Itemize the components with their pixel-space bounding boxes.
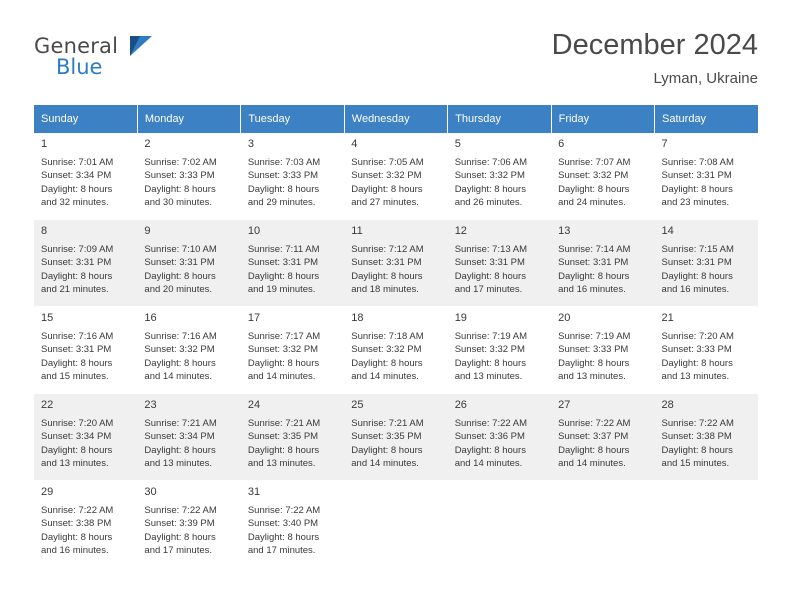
sunrise-text: Sunrise: 7:22 AM: [144, 505, 217, 516]
day-number: 7: [661, 138, 668, 150]
day-cell: [34, 133, 137, 220]
day-cell: [448, 394, 551, 481]
day-cell: [655, 307, 758, 394]
sunrise-text: Sunrise: 7:22 AM: [558, 418, 631, 429]
day-number: 28: [661, 399, 674, 411]
day-cell: [344, 133, 447, 220]
weekday-header-monday: Monday: [137, 105, 240, 133]
day-cell: [241, 394, 344, 481]
day-cell: [551, 133, 654, 220]
sunrise-text: Sunrise: 7:14 AM: [558, 244, 631, 255]
sunrise-text: Sunrise: 7:16 AM: [41, 331, 114, 342]
sunrise-text: Sunrise: 7:13 AM: [454, 244, 528, 255]
sunrise-text: Sunrise: 7:06 AM: [454, 157, 528, 168]
day-cell: [137, 220, 240, 307]
sunset-text: Sunset: 3:38 PM: [41, 518, 112, 530]
daylight-text-line1: Daylight: 8 hours: [351, 357, 423, 369]
daylight-text-line2: and 16 minutes.: [558, 284, 626, 296]
day-cell: [344, 307, 447, 394]
sunset-text: Sunset: 3:31 PM: [661, 170, 732, 182]
daylight-text-line1: Daylight: 8 hours: [144, 531, 216, 543]
daylight-text-line2: and 13 minutes.: [144, 458, 213, 470]
day-number: 24: [247, 399, 261, 411]
daylight-text-line2: and 13 minutes.: [661, 371, 730, 383]
day-cell: [34, 307, 137, 394]
day-cell-empty: [655, 481, 758, 568]
daylight-text-line2: and 29 minutes.: [247, 197, 316, 209]
day-number: 21: [661, 312, 674, 324]
day-cell: [34, 394, 137, 481]
daylight-text-line1: Daylight: 8 hours: [454, 270, 526, 282]
daylight-text-line2: and 14 minutes.: [144, 371, 213, 383]
day-cell: [34, 220, 137, 307]
sunset-text: Sunset: 3:32 PM: [247, 344, 319, 356]
sunrise-text: Sunrise: 7:22 AM: [454, 418, 528, 429]
day-cell: [137, 133, 240, 220]
sunset-text: Sunset: 3:31 PM: [661, 257, 732, 269]
day-cell: [241, 481, 344, 568]
daylight-text-line2: and 13 minutes.: [454, 371, 523, 383]
day-number: 9: [144, 225, 151, 237]
sunset-text: Sunset: 3:33 PM: [247, 170, 319, 182]
day-number: 5: [454, 138, 461, 150]
daylight-text-line1: Daylight: 8 hours: [144, 444, 216, 456]
weekday-header-sunday: Sunday: [34, 105, 137, 133]
sunrise-text: Sunrise: 7:07 AM: [558, 157, 631, 168]
daylight-text-line1: Daylight: 8 hours: [558, 270, 630, 282]
day-cell: [241, 220, 344, 307]
day-number: 29: [41, 486, 54, 498]
sunset-text: Sunset: 3:31 PM: [144, 257, 215, 269]
day-number: 11: [351, 225, 363, 237]
daylight-text-line1: Daylight: 8 hours: [661, 270, 733, 282]
weekday-header-thursday: Thursday: [448, 105, 551, 133]
sunrise-text: Sunrise: 7:09 AM: [41, 244, 114, 255]
day-cell: [344, 394, 447, 481]
day-number: 18: [351, 312, 364, 324]
daylight-text-line1: Daylight: 8 hours: [41, 183, 113, 195]
day-number: 1: [41, 138, 48, 150]
daylight-text-line2: and 13 minutes.: [247, 458, 316, 470]
sunrise-text: Sunrise: 7:21 AM: [144, 418, 217, 429]
daylight-text-line1: Daylight: 8 hours: [351, 270, 423, 282]
generalblue-logo: [34, 34, 234, 92]
daylight-text-line1: Daylight: 8 hours: [247, 531, 320, 543]
daylight-text-line1: Daylight: 8 hours: [558, 183, 630, 195]
day-number: 22: [41, 399, 54, 411]
daylight-text-line1: Daylight: 8 hours: [454, 183, 526, 195]
day-number: 25: [351, 399, 364, 411]
daylight-text-line2: and 16 minutes.: [41, 545, 109, 557]
day-cell: [137, 307, 240, 394]
day-cell-empty: [551, 481, 654, 568]
day-number: 8: [41, 225, 48, 237]
calendar-week-row: [34, 394, 758, 481]
sunset-text: Sunset: 3:34 PM: [41, 431, 112, 443]
sunrise-text: Sunrise: 7:18 AM: [351, 331, 424, 342]
location-subtitle: Lyman, Ukraine: [653, 70, 758, 87]
day-cell: [241, 133, 344, 220]
sunset-text: Sunset: 3:35 PM: [247, 431, 319, 443]
sunrise-sunset-calendar: [34, 105, 758, 568]
daylight-text-line1: Daylight: 8 hours: [144, 357, 216, 369]
sunrise-text: Sunrise: 7:05 AM: [351, 157, 424, 168]
daylight-text-line1: Daylight: 8 hours: [41, 531, 113, 543]
daylight-text-line1: Daylight: 8 hours: [144, 183, 216, 195]
daylight-text-line2: and 18 minutes.: [351, 284, 419, 296]
sunset-text: Sunset: 3:37 PM: [558, 431, 629, 443]
daylight-text-line2: and 24 minutes.: [558, 197, 626, 209]
sunset-text: Sunset: 3:32 PM: [454, 170, 525, 182]
calendar-week-row: [34, 481, 758, 568]
sunrise-text: Sunrise: 7:17 AM: [247, 331, 321, 342]
day-number: 16: [144, 312, 157, 324]
sunset-text: Sunset: 3:33 PM: [144, 170, 215, 182]
day-number: 12: [454, 225, 467, 237]
daylight-text-line2: and 17 minutes.: [247, 545, 316, 557]
sunrise-text: Sunrise: 7:01 AM: [41, 157, 114, 168]
daylight-text-line1: Daylight: 8 hours: [454, 444, 526, 456]
day-cell: [551, 307, 654, 394]
sunset-text: Sunset: 3:31 PM: [351, 257, 422, 269]
page-title: December 2024: [551, 29, 758, 61]
sunset-text: Sunset: 3:32 PM: [351, 170, 422, 182]
day-number: 2: [144, 138, 151, 150]
sunrise-text: Sunrise: 7:12 AM: [351, 244, 424, 255]
day-number: 6: [558, 138, 565, 150]
sunrise-text: Sunrise: 7:21 AM: [351, 418, 424, 429]
daylight-text-line1: Daylight: 8 hours: [144, 270, 216, 282]
day-number: 20: [558, 312, 571, 324]
day-number: 19: [454, 312, 467, 324]
day-cell: [448, 133, 551, 220]
sunset-text: Sunset: 3:32 PM: [144, 344, 215, 356]
sunset-text: Sunset: 3:33 PM: [661, 344, 732, 356]
daylight-text-line1: Daylight: 8 hours: [41, 270, 113, 282]
sunset-text: Sunset: 3:33 PM: [558, 344, 629, 356]
day-cell: [448, 307, 551, 394]
daylight-text-line1: Daylight: 8 hours: [351, 444, 423, 456]
sunrise-text: Sunrise: 7:02 AM: [144, 157, 217, 168]
daylight-text-line1: Daylight: 8 hours: [661, 444, 733, 456]
calendar-week-row: [34, 220, 758, 307]
calendar-week-row: [34, 307, 758, 394]
daylight-text-line1: Daylight: 8 hours: [661, 357, 733, 369]
daylight-text-line2: and 30 minutes.: [144, 197, 213, 209]
daylight-text-line2: and 15 minutes.: [41, 371, 109, 383]
daylight-text-line2: and 20 minutes.: [144, 284, 213, 296]
daylight-text-line2: and 13 minutes.: [558, 371, 626, 383]
sunset-text: Sunset: 3:39 PM: [144, 518, 215, 530]
daylight-text-line1: Daylight: 8 hours: [41, 444, 113, 456]
sunset-text: Sunset: 3:35 PM: [351, 431, 422, 443]
daylight-text-line1: Daylight: 8 hours: [558, 357, 630, 369]
daylight-text-line2: and 14 minutes.: [454, 458, 523, 470]
sunrise-text: Sunrise: 7:19 AM: [558, 331, 631, 342]
daylight-text-line1: Daylight: 8 hours: [558, 444, 630, 456]
day-number: 15: [41, 312, 54, 324]
daylight-text-line2: and 19 minutes.: [247, 284, 316, 296]
sunrise-text: Sunrise: 7:19 AM: [454, 331, 528, 342]
day-cell: [137, 394, 240, 481]
day-number: 23: [144, 399, 157, 411]
daylight-text-line1: Daylight: 8 hours: [247, 270, 320, 282]
daylight-text-line2: and 13 minutes.: [41, 458, 109, 470]
daylight-text-line2: and 17 minutes.: [454, 284, 523, 296]
day-number: 26: [454, 399, 467, 411]
logo-text-blue: Blue: [56, 55, 103, 79]
daylight-text-line1: Daylight: 8 hours: [247, 183, 320, 195]
logo-flag-dark-icon: [130, 36, 140, 56]
sunset-text: Sunset: 3:38 PM: [661, 431, 732, 443]
day-cell: [551, 394, 654, 481]
sunrise-text: Sunrise: 7:22 AM: [661, 418, 734, 429]
title-block: [552, 28, 758, 89]
daylight-text-line2: and 21 minutes.: [41, 284, 109, 296]
sunset-text: Sunset: 3:32 PM: [351, 344, 422, 356]
day-number: 14: [661, 225, 674, 237]
sunrise-text: Sunrise: 7:15 AM: [661, 244, 734, 255]
weekday-header-tuesday: Tuesday: [241, 105, 344, 133]
daylight-text-line2: and 14 minutes.: [351, 371, 419, 383]
daylight-text-line1: Daylight: 8 hours: [247, 444, 320, 456]
daylight-text-line2: and 14 minutes.: [247, 371, 316, 383]
daylight-text-line2: and 14 minutes.: [558, 458, 626, 470]
sunrise-text: Sunrise: 7:20 AM: [41, 418, 114, 429]
sunset-text: Sunset: 3:32 PM: [558, 170, 629, 182]
sunrise-text: Sunrise: 7:20 AM: [661, 331, 734, 342]
day-number: 3: [247, 138, 254, 150]
sunset-text: Sunset: 3:34 PM: [41, 170, 112, 182]
sunset-text: Sunset: 3:32 PM: [454, 344, 525, 356]
sunrise-text: Sunrise: 7:22 AM: [41, 505, 114, 516]
sunset-text: Sunset: 3:31 PM: [41, 344, 112, 356]
day-number: 17: [247, 312, 261, 324]
sunset-text: Sunset: 3:31 PM: [247, 257, 319, 269]
day-cell-empty: [448, 481, 551, 568]
day-cell: [137, 481, 240, 568]
sunset-text: Sunset: 3:34 PM: [144, 431, 215, 443]
day-number: 4: [351, 138, 358, 150]
daylight-text-line1: Daylight: 8 hours: [351, 183, 423, 195]
daylight-text-line2: and 27 minutes.: [351, 197, 419, 209]
sunrise-text: Sunrise: 7:10 AM: [144, 244, 217, 255]
logo-text-general: General: [34, 34, 119, 58]
day-number: 31: [247, 486, 261, 498]
day-cell: [448, 220, 551, 307]
sunset-text: Sunset: 3:31 PM: [454, 257, 525, 269]
day-cell: [655, 220, 758, 307]
sunrise-text: Sunrise: 7:11 AM: [247, 244, 320, 255]
sunrise-text: Sunrise: 7:03 AM: [247, 157, 321, 168]
daylight-text-line1: Daylight: 8 hours: [41, 357, 113, 369]
weekday-header-wednesday: Wednesday: [344, 105, 447, 133]
sunrise-text: Sunrise: 7:21 AM: [247, 418, 321, 429]
daylight-text-line2: and 23 minutes.: [661, 197, 730, 209]
weekday-header-friday: Friday: [551, 105, 654, 133]
daylight-text-line2: and 14 minutes.: [351, 458, 419, 470]
day-cell: [34, 481, 137, 568]
sunrise-text: Sunrise: 7:16 AM: [144, 331, 217, 342]
day-cell: [655, 133, 758, 220]
page-header: [34, 28, 758, 98]
day-number: 13: [558, 225, 571, 237]
daylight-text-line2: and 16 minutes.: [661, 284, 730, 296]
sunrise-text: Sunrise: 7:22 AM: [247, 505, 321, 516]
sunrise-text: Sunrise: 7:08 AM: [661, 157, 734, 168]
day-number: 27: [558, 399, 571, 411]
daylight-text-line2: and 26 minutes.: [454, 197, 523, 209]
day-number: 30: [144, 486, 157, 498]
daylight-text-line1: Daylight: 8 hours: [661, 183, 733, 195]
weekday-header-row: [34, 105, 758, 133]
weekday-header-saturday: Saturday: [655, 105, 758, 133]
daylight-text-line1: Daylight: 8 hours: [247, 357, 320, 369]
day-cell: [655, 394, 758, 481]
daylight-text-line2: and 15 minutes.: [661, 458, 730, 470]
day-cell-empty: [344, 481, 447, 568]
day-cell: [241, 307, 344, 394]
daylight-text-line2: and 32 minutes.: [41, 197, 109, 209]
sunset-text: Sunset: 3:31 PM: [41, 257, 112, 269]
daylight-text-line1: Daylight: 8 hours: [454, 357, 526, 369]
day-cell: [344, 220, 447, 307]
sunset-text: Sunset: 3:40 PM: [247, 518, 319, 530]
day-cell: [551, 220, 654, 307]
day-number: 10: [247, 225, 261, 237]
calendar-week-row: [34, 133, 758, 220]
daylight-text-line2: and 17 minutes.: [144, 545, 213, 557]
sunset-text: Sunset: 3:31 PM: [558, 257, 629, 269]
sunset-text: Sunset: 3:36 PM: [454, 431, 525, 443]
